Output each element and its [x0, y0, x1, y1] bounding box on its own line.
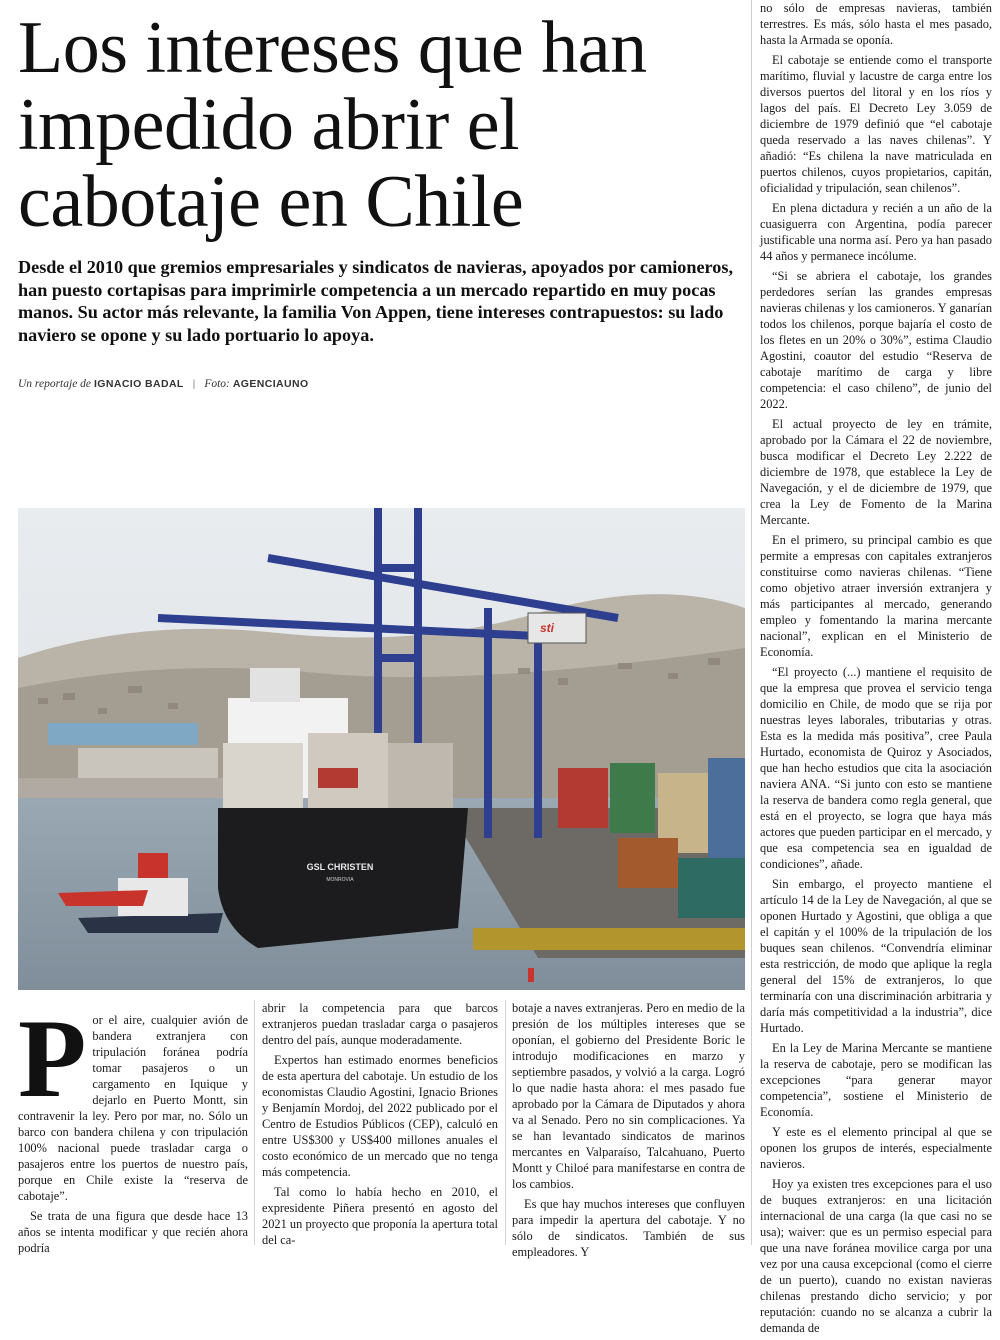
paragraph: Expertos han estimado enormes beneficios de esta apertura del cabotaje. Un estudio de los economistas Claudio Agostini, Ignacio Briones y Benjamín Mordoj, del 2022 publicado por el Centro de Estudios Públicos (CEP), calculó en entre US$300 y US$400 millones anuales el costo económico de un mercado que no tenga más competencia. — [262, 1053, 498, 1179]
paragraph: El cabotaje se entiende como el transporte marítimo, fluvial y lacustre de carga entre los diversos puertos del litoral y en los ríos y lagos del país. El Decreto Ley 3.059 de diciembre de 1979 definió que “el cabotaje queda reservado a las naves chilenas”. Y añadió: “Es chilena la nave matriculada en puertos chilenos, cuyos propietarios, capitán, oficialidad y tripulación, sean chilenos”. — [760, 53, 992, 195]
paragraph: En el primero, su principal cambio es que permite a empresas con capitales extranjeros constituirse como navieras chilenas. “Tiene como objetivo atraer inversión extranjera y más participantes al mercado, generando empleo y fomentando la marina mercante nacional”, explican en el Ministerio de Economía. — [760, 533, 992, 659]
paragraph: Tal como lo había hecho en 2010, el expresidente Piñera presentó en agosto del 2021 un proyecto que proponía la apertura total del ca- — [262, 1185, 498, 1247]
warehouse-blue — [48, 723, 198, 745]
body-column-1 — [18, 997, 248, 1260]
photo-credit: AGENCIAUNO — [232, 378, 309, 390]
paragraph: no sólo de empresas navieras, también terrestres. Es más, sólo hasta el mes pasado, hasta la Armada se oponía. — [760, 1, 992, 47]
byline-author: IGNACIO BADAL — [93, 378, 184, 390]
buoy — [528, 968, 534, 982]
wharf-left — [18, 778, 228, 798]
paragraph: abrir la competencia para que barcos extranjeros puedan trasladar carga o pasajeros dentro del país, aunque moderadamente. — [262, 1001, 498, 1047]
port-photo — [18, 508, 745, 990]
quay-edge — [473, 928, 745, 950]
byline — [18, 378, 736, 390]
paragraph: “El proyecto (...) mantiene el requisito de que la empresa que provea el servicio tenga domicilio en Chile, de modo que se rija por nuestras leyes laborales, tributarias y otras. Esta es la medida más positiva”, cree Paula Hurtado, economista de Quiroz y Asociados, que han hecho estudios que cita la asociación naviera ANA. “Si junto con esto se mantiene la reserva de bandera como regla general, que está en el proyecto, se logra que haya más actores que pueden participar en el mercado, y que esa competencia sea en igualdad de condiciones”, añade. — [760, 665, 992, 871]
deck: Desde el 2010 que gremios empresariales y sindicatos de navieras, apoyados por camioneros, han puesto cortapisas para imprimirle competencia a un mercado repartido en muy pocas manos. Su actor más relevante, la familia Von Appen, tiene intereses contrapuestos: su lado naviero se opone y su lado portuario lo apoya. — [18, 257, 734, 345]
paragraph: “Si se abriera el cabotaje, los grandes perdedores serían las grandes empresas navieras chilenas y los camioneros. Y ganarían todos los chilenos, porque bajaría el costo de los fletes en un 20% o 30%”, estima Claudio Agostini, coautor del estudio “Reserva de cabotaje marítimo de carga y libre competencia: el caso chileno”, de junio del 2022. — [760, 269, 993, 411]
warehouse — [78, 748, 218, 783]
paragraph: En la Ley de Marina Mercante se mantiene la reserva de cabotaje, pero se modifican las excepciones “para generar mayor competencia”, sostiene el Ministerio de Economía. — [760, 1041, 992, 1119]
ship-containers — [223, 733, 453, 808]
paragraph: Es que hay muchos intereses que confluyen para impedir la apertura del cabotaje. Y no sólo de sindicatos. También de sus empleadores. Y — [512, 1197, 745, 1259]
ship-funnel — [250, 668, 300, 702]
ship-port: MONROVIA — [326, 877, 354, 883]
headline: Los intereses que han impedido abrir el cabotaje en Chile — [18, 7, 647, 243]
paragraph: Se trata de una figura que desde hace 13 años se intenta modificar y que recién ahora podría — [18, 1209, 248, 1255]
paragraph: El actual proyecto de ley en trámite, aprobado por la Cámara el 22 de noviembre, busca modificar el Decreto Ley 2.222 de diciembre de 1978, que establece la Ley de Navegación, y el de diciembre de 1979, que crea la Ley de Fomento de la Marina Mercante. — [760, 417, 992, 527]
body-column-4 — [760, 0, 992, 1340]
column-divider — [751, 0, 752, 1245]
paragraph: Y este es el elemento principal al que se oponen los grupos de interés, especialmente navieros. — [760, 1125, 992, 1171]
ship-name: GSL CHRISTEN — [306, 862, 374, 872]
paragraph: botaje a naves extranjeras. Pero en medio de la presión de los múltiples intereses que se oponían, el gobierno del Presidente Boric le introdujo modificaciones en marzo y septiembre pasados, y volvió a la carga. Logró lo que nadie hasta ahora: el mes pasado fue aprobado por la Cámara de Diputados y ahora va al Senado. Pero no sin complicaciones. Ya se han levantado sindicatos de marinos mercantes en Valparaíso, Talcahuano, Puerto Montt y Chiloé para manifestarse en contra de los cambios. — [512, 1001, 745, 1191]
crane-logo: sti — [540, 621, 555, 635]
byline-separator: | — [192, 378, 196, 390]
paragraph: or el aire, cualquier avión de bandera extranjera con tripulación foránea podría tomar pasajeros o un cargamento en Iquique y dejarlo en Puerto Montt, sin contravenir la ley. Pero por mar, no. Sólo un barco con bandera chilena y con tripulación 100% nacional puede trasladar carga o pasajeros entre los puertos de nuestro país, porque en Chile existe la “reserva de cabotaje”. — [18, 1013, 248, 1203]
crane-cabin — [528, 613, 586, 643]
paragraph: En plena dictadura y recién a un año de la cuasiguerra con Argentina, podía parecer justificable una norma así. Pero ya han pasado 44 años y permanece incólume. — [760, 201, 992, 263]
drop-cap: P — [18, 997, 87, 1121]
byline-prefix: Un reportaje de — [18, 378, 92, 390]
body-column-2 — [262, 1000, 498, 1252]
photo-prefix: Foto: — [204, 378, 230, 390]
paragraph: Hoy ya existen tres excepciones para el uso de buques extranjeros: en una licitación internacional de una carga (la que casi no se usa); waiver: que es un permiso especial para que una nave foránea movilice carga por una vez por una causa excepcional (como el cierre de un puerto), cuando no existan navieras chilenas prestando dicho servicio; y por reputación: cuando no se alcanza a cubrir la demanda de — [760, 1177, 992, 1335]
column-divider — [254, 1000, 255, 1245]
port-illustration — [18, 508, 745, 990]
body-column-3 — [512, 1000, 745, 1264]
paragraph: Sin embargo, el proyecto mantiene el artículo 14 de la Ley de Navegación, al que se oponen Hurtado y Agostini, que obliga a que el capitán y el 100% de la tripulación de los buques sean chilenos. “Convendría eliminar esta restricción, de modo que aplique la regla general del 15% de extranjeros, lo que terminaría con una discriminación arbitraria y daría más competitividad a la industria”, dice Hurtado. — [760, 877, 992, 1035]
column-divider — [505, 1000, 506, 1245]
